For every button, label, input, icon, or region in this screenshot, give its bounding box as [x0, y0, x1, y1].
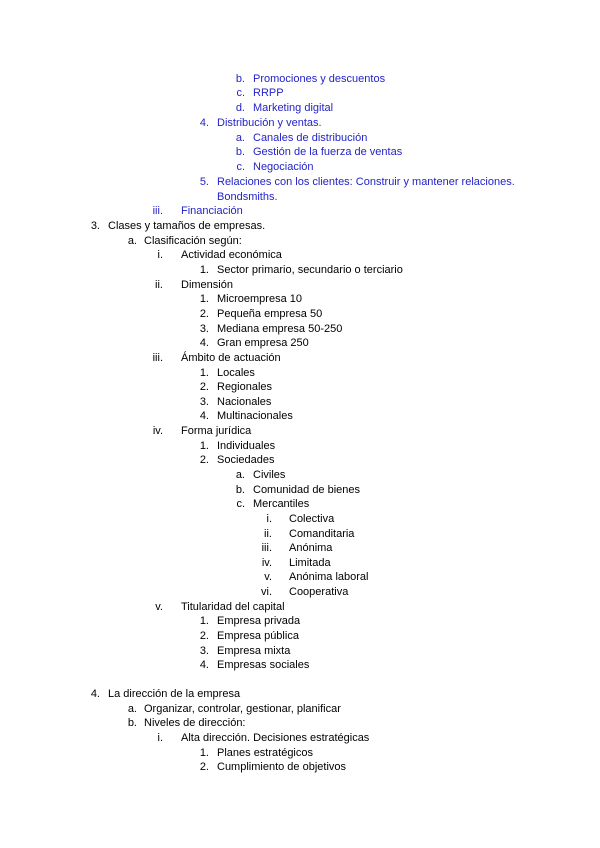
outline-marker: 1. [199, 367, 209, 379]
outline-marker: 2. [199, 630, 209, 642]
outline-text: Microempresa 10 [217, 293, 302, 305]
outline-marker: 3. [199, 396, 209, 408]
outline-marker: i. [157, 249, 163, 261]
outline-marker: c. [236, 87, 245, 99]
outline-text: Alta dirección. Decisiones estratégicas [181, 732, 370, 744]
outline-marker: b. [235, 73, 245, 85]
outline-text: Planes estratégicos [217, 747, 313, 759]
outline-marker: i. [266, 513, 272, 525]
outline-text: Colectiva [289, 513, 335, 525]
outline-marker: 1. [199, 747, 209, 759]
outline-marker: 3. [199, 323, 209, 335]
outline-text: Actividad económica [181, 249, 282, 261]
outline-text: Locales [217, 367, 255, 379]
outline-marker: 1. [199, 264, 209, 276]
outline-marker: vi. [261, 586, 272, 598]
outline-marker: a. [235, 469, 245, 481]
outline-text: Empresa pública [217, 630, 299, 642]
outline-text: Titularidad del capital [181, 601, 285, 613]
outline-text: Comunidad de bienes [253, 484, 361, 496]
outline-marker: 2. [199, 308, 209, 320]
outline-text: Ámbito de actuación [181, 352, 281, 364]
outline-text: Negociación [253, 161, 314, 173]
outline-text: Sociedades [217, 454, 275, 466]
outline-text: Promociones y descuentos [253, 73, 386, 85]
outline-marker: c. [236, 161, 245, 173]
outline-text: Gestión de la fuerza de ventas [253, 146, 403, 158]
outline-marker: i. [157, 732, 163, 744]
outline-text: Cumplimiento de objetivos [217, 761, 347, 773]
outline-text: Organizar, controlar, gestionar, planificar [144, 703, 341, 715]
outline-text: Forma jurídica [181, 425, 252, 437]
outline-marker: 2. [199, 761, 209, 773]
outline-marker: a. [235, 132, 245, 144]
outline-marker: v. [264, 571, 272, 583]
outline-text: Pequeña empresa 50 [217, 308, 323, 320]
outline-text: Canales de distribución [253, 132, 368, 144]
outline-text: Empresas sociales [217, 659, 310, 671]
outline-text: Sector primario, secundario o terciario [217, 264, 403, 276]
outline-text: Nacionales [217, 396, 272, 408]
outline-text: Civiles [253, 469, 286, 481]
outline-text: Individuales [217, 440, 276, 452]
outline-marker: d. [235, 102, 245, 114]
outline-text: Comanditaria [289, 528, 355, 540]
outline-text: Niveles de dirección: [144, 717, 246, 729]
outline-marker: iii. [152, 352, 163, 364]
outline-marker: 1. [199, 440, 209, 452]
outline-marker: ii. [264, 528, 272, 540]
outline-marker: b. [127, 717, 137, 729]
outline-text: Anónima laboral [289, 571, 369, 583]
outline-text: RRPP [253, 87, 284, 99]
outline-text: Financiación [181, 205, 243, 217]
outline-marker: 2. [199, 381, 209, 393]
outline-text: Gran empresa 250 [217, 337, 309, 349]
outline-text: Mediana empresa 50-250 [217, 323, 343, 335]
outline-text: La dirección de la empresa [108, 688, 241, 700]
outline-text: Cooperativa [289, 586, 349, 598]
outline-text: Anónima [289, 542, 333, 554]
outline-marker: 1. [199, 293, 209, 305]
outline-text: Clases y tamaños de empresas. [108, 220, 266, 232]
outline-text: Clasificación según: [144, 235, 242, 247]
outline-text: Marketing digital [253, 102, 334, 114]
outline-marker: 5. [199, 176, 209, 188]
outline-marker: b. [235, 146, 245, 158]
outline-text: Relaciones con los clientes: Construir y mantener relaciones. [217, 176, 515, 188]
outline-marker: ii. [155, 279, 163, 291]
outline-marker: 3. [199, 645, 209, 657]
outline-text: Distribución y ventas. [217, 117, 322, 129]
outline-marker: 1. [199, 615, 209, 627]
outline-text: Empresa privada [217, 615, 301, 627]
outline-marker: 4. [199, 410, 209, 422]
outline-text: Empresa mixta [217, 645, 291, 657]
outline-marker: 4. [199, 117, 209, 129]
outline-marker: iii. [261, 542, 272, 554]
outline-marker: 3. [90, 220, 100, 232]
outline-marker: 4. [90, 688, 100, 700]
outline-marker: iii. [152, 205, 163, 217]
outline-text: Mercantiles [253, 498, 310, 510]
outline-text: Multinacionales [217, 410, 293, 422]
outline-text: Dimensión [181, 279, 233, 291]
outline-marker: iv. [152, 425, 163, 437]
outline-text: Bondsmiths. [217, 191, 278, 203]
outline-marker: a. [127, 235, 137, 247]
outline-text: Limitada [289, 557, 331, 569]
outline-marker: a. [127, 703, 137, 715]
outline-marker: c. [236, 498, 245, 510]
outline-text: Regionales [217, 381, 273, 393]
outline-marker: b. [235, 484, 245, 496]
outline-marker: 4. [199, 659, 209, 671]
outline-marker: iv. [261, 557, 272, 569]
outline-marker: 2. [199, 454, 209, 466]
outline-marker: 4. [199, 337, 209, 349]
outline-marker: v. [155, 601, 163, 613]
